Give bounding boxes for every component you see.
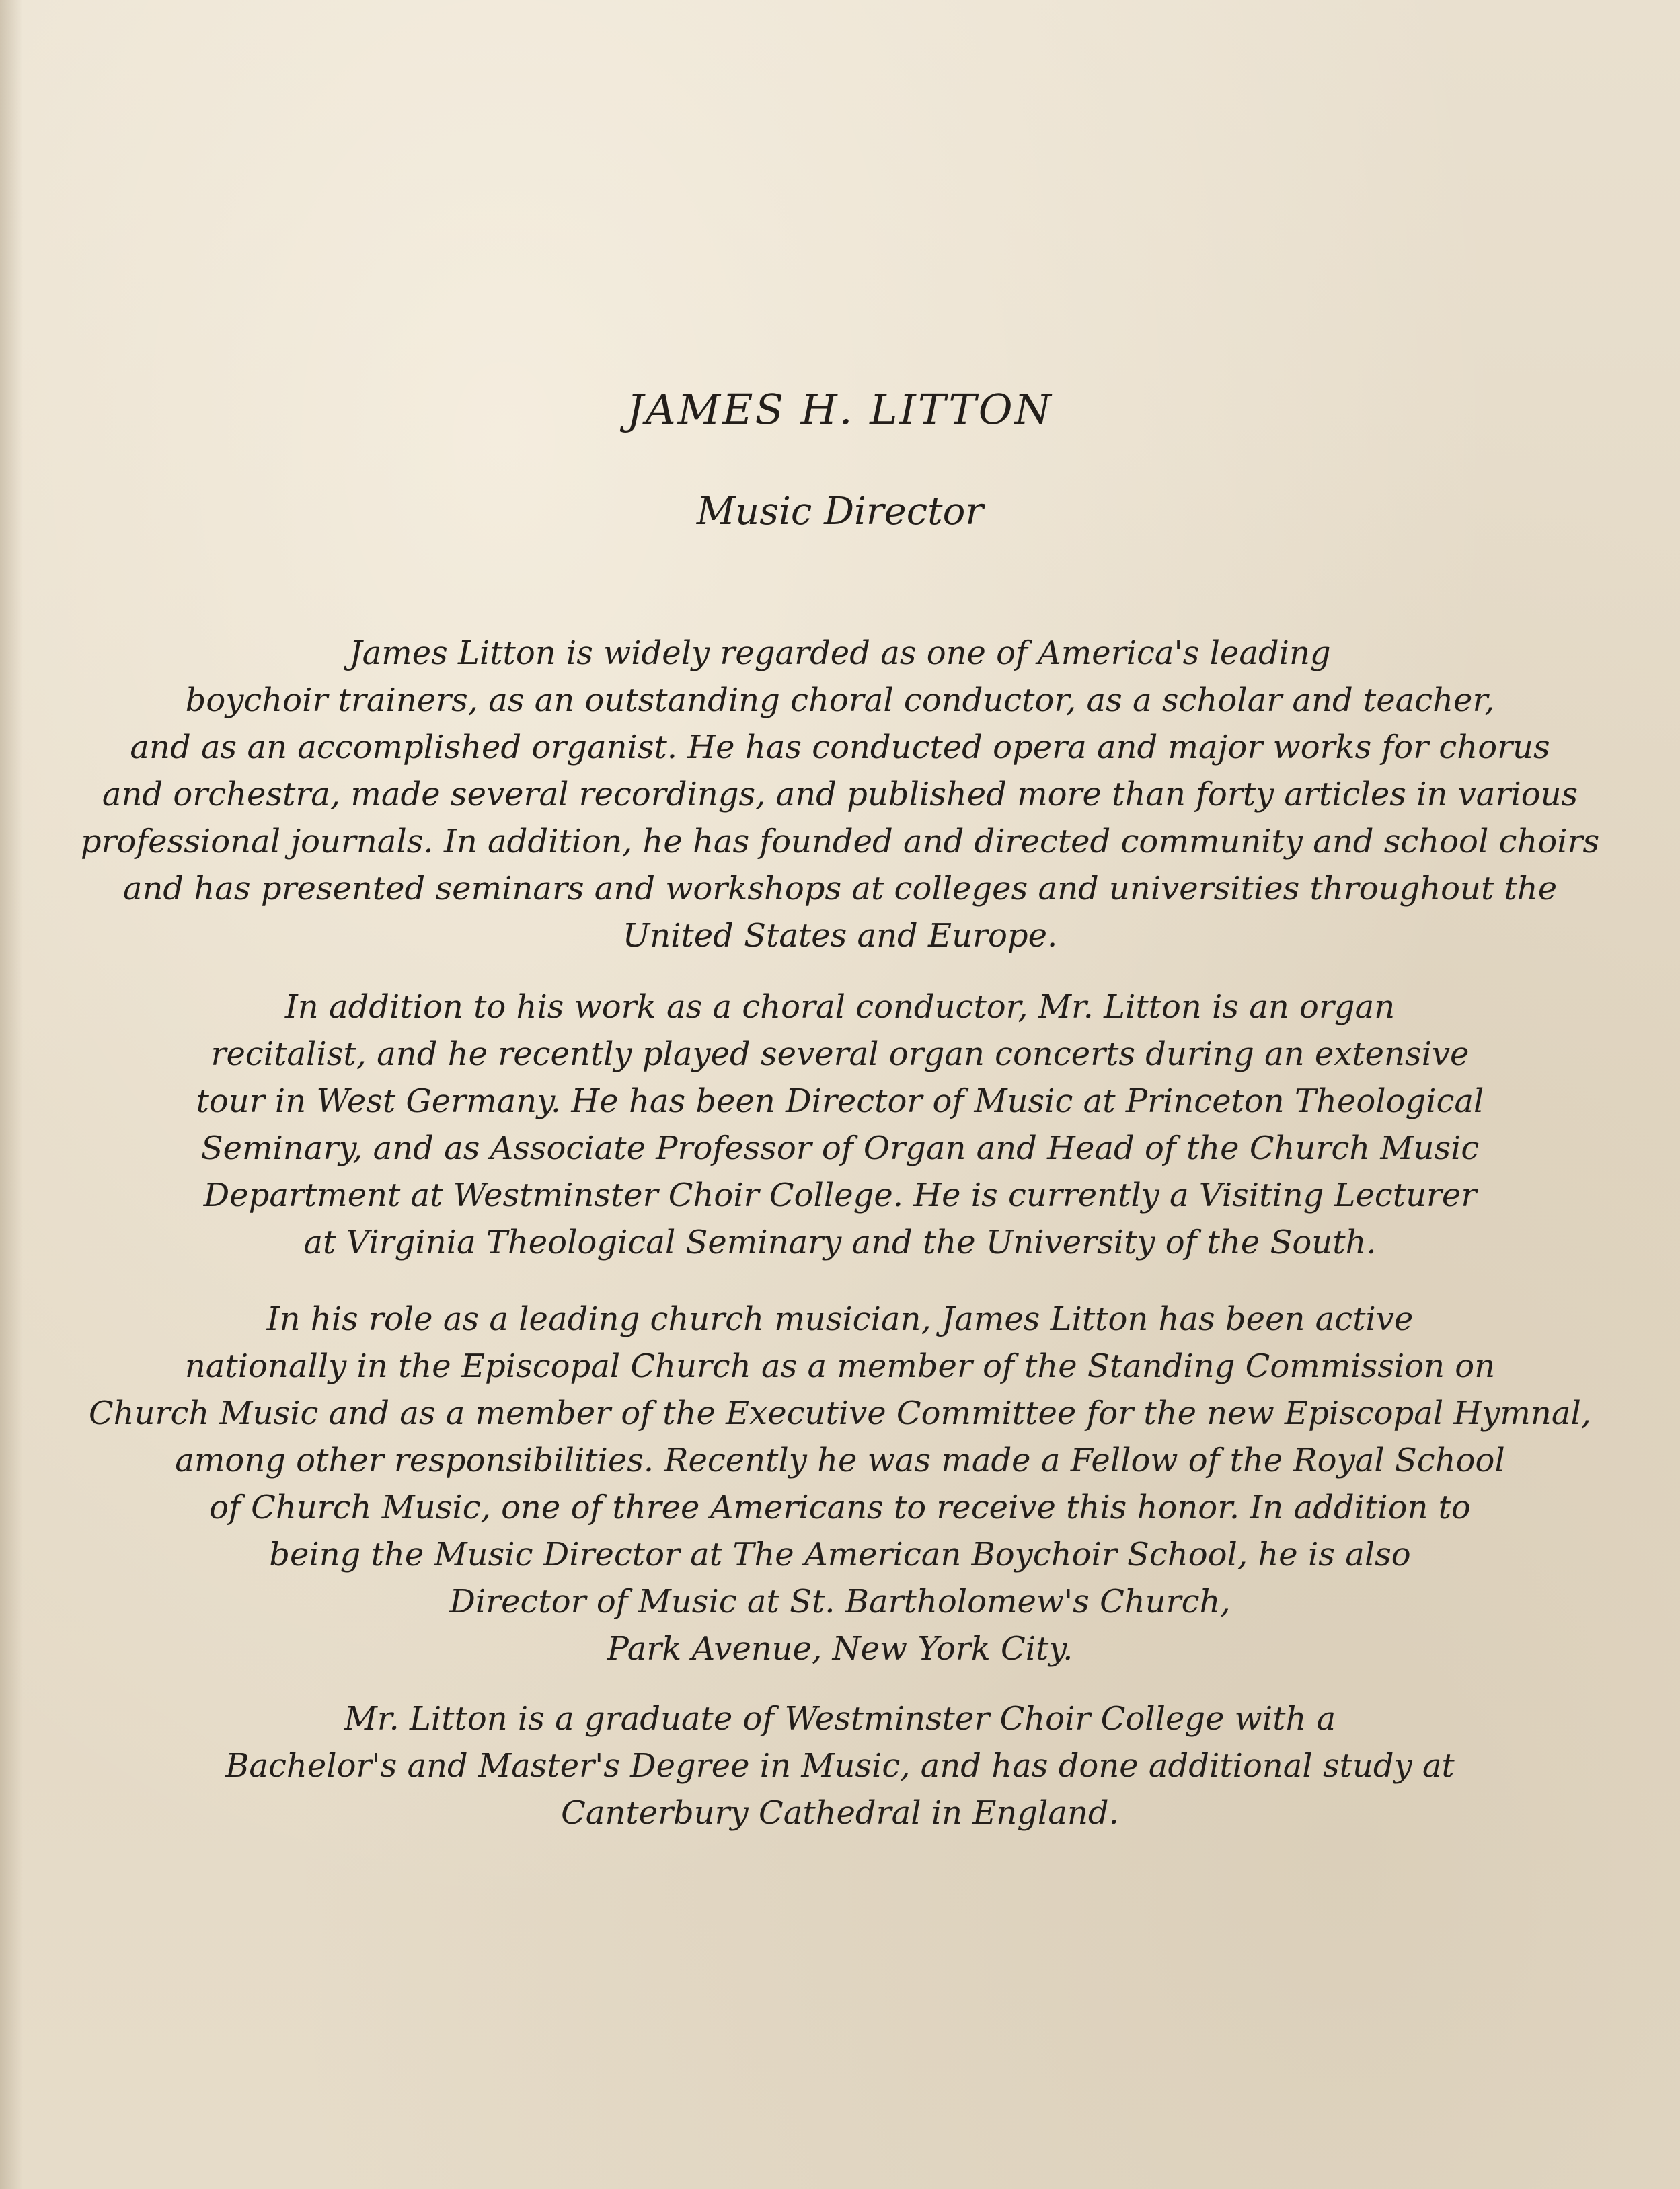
text-line: tour in West Germany. He has been Director of Music at Princeton Theological	[196, 1082, 1484, 1120]
text-line: and orchestra, made several recordings, and published more than forty articles in various	[102, 776, 1578, 813]
text-line: recitalist, and he recently played several organ concerts during an extensive	[211, 1035, 1469, 1073]
bio-paragraph-1	[0, 630, 1680, 959]
text-line: among other responsibilities. Recently he was made a Fellow of the Royal School	[175, 1442, 1505, 1479]
text-line: Park Avenue, New York City.	[607, 1630, 1073, 1668]
text-line: In addition to his work as a choral conductor, Mr. Litton is an organ	[284, 988, 1396, 1026]
page-title: JAMES H. LITTON	[627, 385, 1053, 434]
text-line: Director of Music at St. Bartholomew's Church,	[449, 1583, 1231, 1621]
text-line: Church Music and as a member of the Executive Committee for the new Episcopal Hymnal,	[88, 1395, 1592, 1432]
bio-paragraph-3	[0, 1296, 1680, 1672]
text-line: at Virginia Theological Seminary and the University of the South.	[303, 1224, 1377, 1261]
text-line: Canterbury Cathedral in England.	[561, 1794, 1119, 1832]
text-line: nationally in the Episcopal Church as a member of the Standing Commission on	[184, 1347, 1496, 1385]
text-line: Department at Westminster Choir College. He is currently a Visiting Lecturer	[203, 1177, 1477, 1214]
text-line: Bachelor's and Master's Degree in Music, and has done additional study at	[225, 1747, 1455, 1785]
text-line: of Church Music, one of three Americans to receive this honor. In addition to	[209, 1489, 1471, 1526]
bio-paragraph-2	[0, 984, 1680, 1266]
text-line: United States and Europe.	[622, 917, 1058, 955]
text-line: and as an accomplished organist. He has conducted opera and major works for chorus	[130, 729, 1550, 766]
page-subtitle: Music Director	[696, 490, 984, 533]
text-line: boychoir trainers, as an outstanding choral conductor, as a scholar and teacher,	[185, 681, 1495, 719]
text-line: Mr. Litton is a graduate of Westminster Choir College with a	[344, 1700, 1336, 1738]
text-line: James Litton is widely regarded as one of America's leading	[349, 634, 1331, 672]
text-line: professional journals. In addition, he has founded and directed community and school choirs	[80, 823, 1600, 860]
text-line: In his role as a leading church musician, James Litton has been active	[266, 1300, 1414, 1338]
bio-paragraph-4	[0, 1695, 1680, 1836]
text-line: being the Music Director at The American Boychoir School, he is also	[269, 1536, 1411, 1573]
text-line: Seminary, and as Associate Professor of Organ and Head of the Church Music	[200, 1129, 1480, 1167]
text-line: and has presented seminars and workshops at colleges and universities throughout the	[122, 870, 1558, 907]
